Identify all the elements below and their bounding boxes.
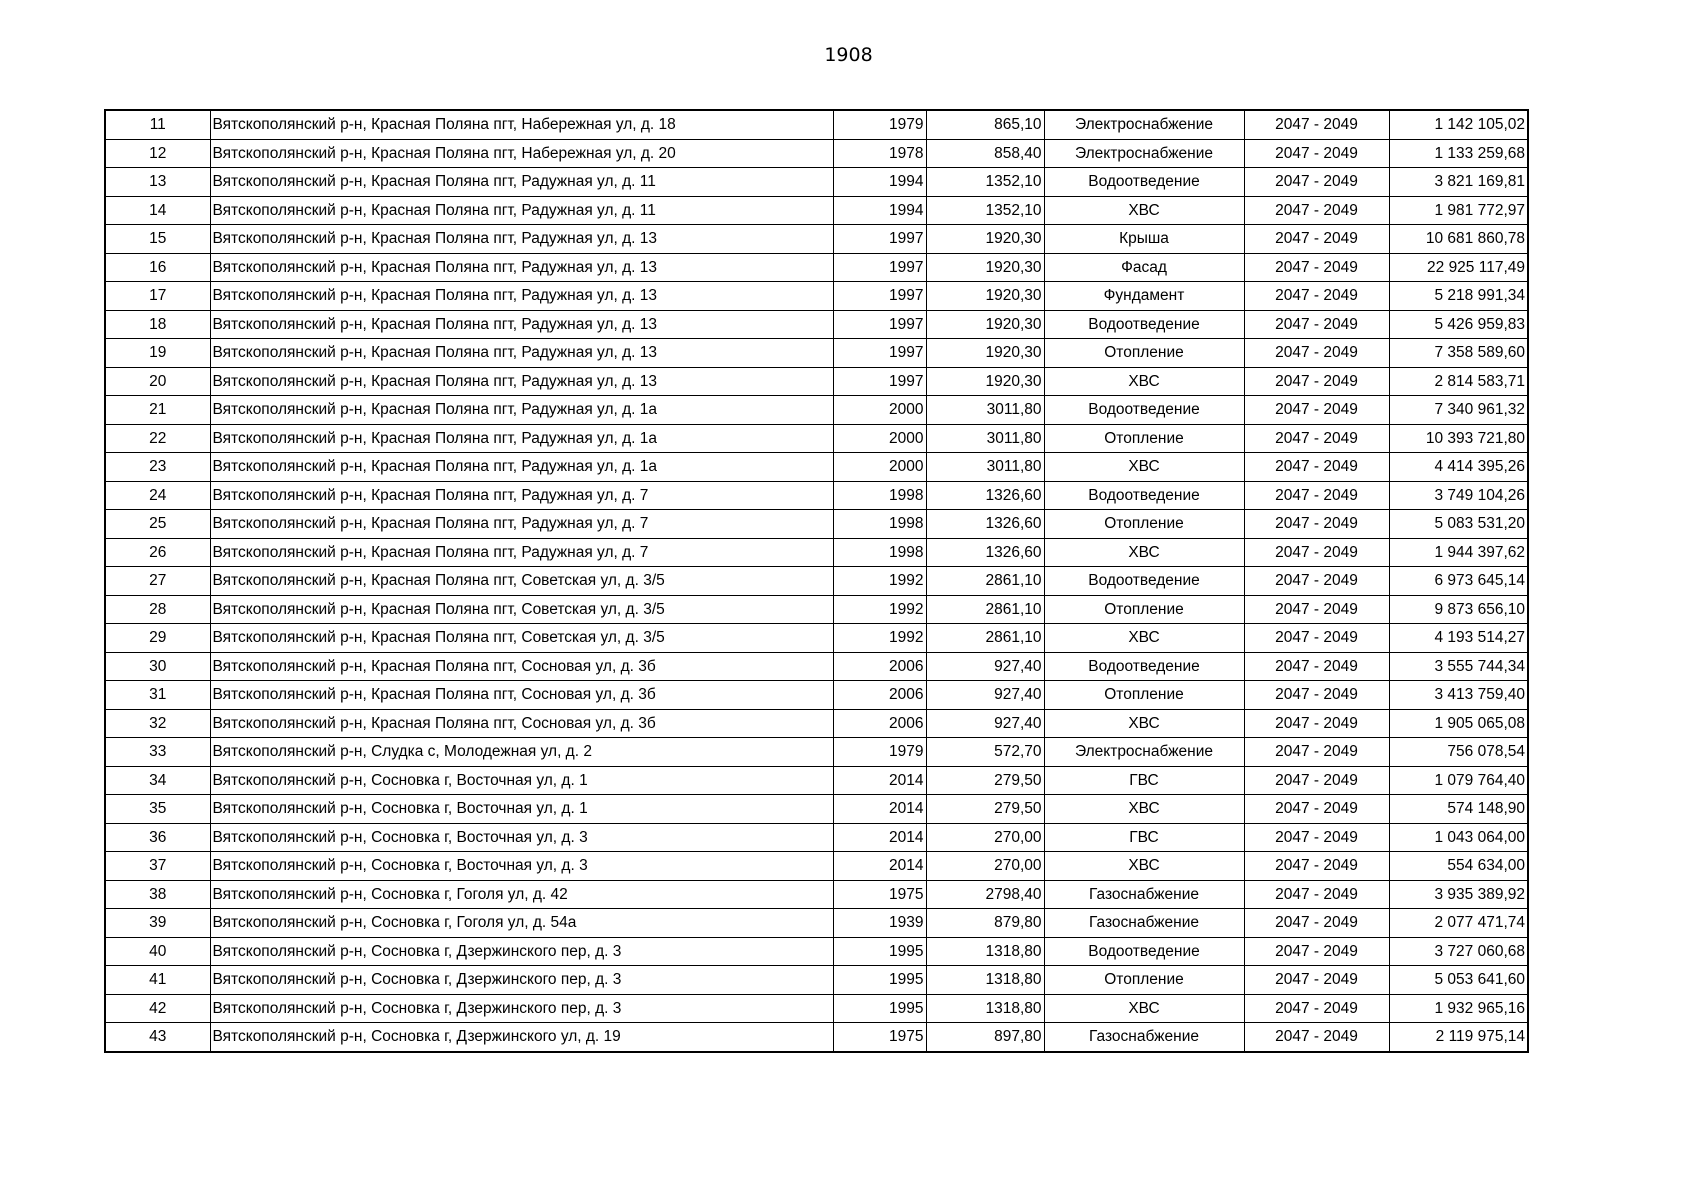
work-type-cell: ХВС bbox=[1044, 795, 1244, 824]
row-number-cell: 38 bbox=[105, 880, 210, 909]
build-year-cell: 1997 bbox=[833, 282, 926, 311]
area-cell: 879,80 bbox=[926, 909, 1044, 938]
address-cell: Вятскополянский р-н, Красная Поляна пгт, Набережная ул, д. 20 bbox=[210, 139, 833, 168]
area-cell: 927,40 bbox=[926, 709, 1044, 738]
period-cell: 2047 - 2049 bbox=[1244, 339, 1389, 368]
address-cell: Вятскополянский р-н, Сосновка г, Восточная ул, д. 3 bbox=[210, 823, 833, 852]
address-cell: Вятскополянский р-н, Красная Поляна пгт, Радужная ул, д. 7 bbox=[210, 481, 833, 510]
work-type-cell: Фасад bbox=[1044, 253, 1244, 282]
row-number-cell: 41 bbox=[105, 966, 210, 995]
build-year-cell: 2006 bbox=[833, 652, 926, 681]
row-number-cell: 39 bbox=[105, 909, 210, 938]
cost-cell: 10 393 721,80 bbox=[1389, 424, 1528, 453]
cost-cell: 3 727 060,68 bbox=[1389, 937, 1528, 966]
build-year-cell: 2000 bbox=[833, 396, 926, 425]
table-row bbox=[105, 766, 1528, 795]
cost-cell: 10 681 860,78 bbox=[1389, 225, 1528, 254]
row-number-cell: 36 bbox=[105, 823, 210, 852]
work-type-cell: ГВС bbox=[1044, 823, 1244, 852]
work-type-cell: ХВС bbox=[1044, 367, 1244, 396]
address-cell: Вятскополянский р-н, Сосновка г, Гоголя ул, д. 42 bbox=[210, 880, 833, 909]
address-cell: Вятскополянский р-н, Красная Поляна пгт, Радужная ул, д. 7 bbox=[210, 510, 833, 539]
area-cell: 1326,60 bbox=[926, 510, 1044, 539]
period-cell: 2047 - 2049 bbox=[1244, 310, 1389, 339]
row-number-cell: 31 bbox=[105, 681, 210, 710]
table-row bbox=[105, 253, 1528, 282]
build-year-cell: 1997 bbox=[833, 225, 926, 254]
period-cell: 2047 - 2049 bbox=[1244, 1023, 1389, 1052]
table-row bbox=[105, 880, 1528, 909]
build-year-cell: 2000 bbox=[833, 453, 926, 482]
table-body bbox=[105, 110, 1528, 1052]
cost-cell: 5 426 959,83 bbox=[1389, 310, 1528, 339]
period-cell: 2047 - 2049 bbox=[1244, 738, 1389, 767]
row-number-cell: 26 bbox=[105, 538, 210, 567]
area-cell: 3011,80 bbox=[926, 424, 1044, 453]
build-year-cell: 2014 bbox=[833, 766, 926, 795]
row-number-cell: 35 bbox=[105, 795, 210, 824]
work-type-cell: Водоотведение bbox=[1044, 168, 1244, 197]
area-cell: 865,10 bbox=[926, 110, 1044, 139]
table-row bbox=[105, 339, 1528, 368]
cost-cell: 5 053 641,60 bbox=[1389, 966, 1528, 995]
cost-cell: 574 148,90 bbox=[1389, 795, 1528, 824]
period-cell: 2047 - 2049 bbox=[1244, 652, 1389, 681]
work-type-cell: ХВС bbox=[1044, 852, 1244, 881]
cost-cell: 4 193 514,27 bbox=[1389, 624, 1528, 653]
build-year-cell: 2006 bbox=[833, 709, 926, 738]
cost-cell: 3 555 744,34 bbox=[1389, 652, 1528, 681]
area-cell: 927,40 bbox=[926, 681, 1044, 710]
cost-cell: 6 973 645,14 bbox=[1389, 567, 1528, 596]
work-type-cell: Отопление bbox=[1044, 681, 1244, 710]
work-type-cell: Водоотведение bbox=[1044, 652, 1244, 681]
row-number-cell: 33 bbox=[105, 738, 210, 767]
area-cell: 2861,10 bbox=[926, 567, 1044, 596]
table-row bbox=[105, 966, 1528, 995]
area-cell: 1318,80 bbox=[926, 966, 1044, 995]
address-cell: Вятскополянский р-н, Красная Поляна пгт, Радужная ул, д. 1а bbox=[210, 424, 833, 453]
build-year-cell: 1939 bbox=[833, 909, 926, 938]
period-cell: 2047 - 2049 bbox=[1244, 481, 1389, 510]
area-cell: 1920,30 bbox=[926, 367, 1044, 396]
table-row bbox=[105, 310, 1528, 339]
table-row bbox=[105, 681, 1528, 710]
address-cell: Вятскополянский р-н, Сосновка г, Дзержинского ул, д. 19 bbox=[210, 1023, 833, 1052]
build-year-cell: 1997 bbox=[833, 339, 926, 368]
table-row bbox=[105, 196, 1528, 225]
table-row bbox=[105, 396, 1528, 425]
build-year-cell: 1992 bbox=[833, 624, 926, 653]
area-cell: 1352,10 bbox=[926, 196, 1044, 225]
area-cell: 1318,80 bbox=[926, 994, 1044, 1023]
row-number-cell: 24 bbox=[105, 481, 210, 510]
row-number-cell: 13 bbox=[105, 168, 210, 197]
cost-cell: 756 078,54 bbox=[1389, 738, 1528, 767]
build-year-cell: 1992 bbox=[833, 595, 926, 624]
period-cell: 2047 - 2049 bbox=[1244, 567, 1389, 596]
build-year-cell: 1979 bbox=[833, 110, 926, 139]
row-number-cell: 42 bbox=[105, 994, 210, 1023]
table-row bbox=[105, 481, 1528, 510]
area-cell: 927,40 bbox=[926, 652, 1044, 681]
cost-cell: 9 873 656,10 bbox=[1389, 595, 1528, 624]
area-cell: 1318,80 bbox=[926, 937, 1044, 966]
row-number-cell: 12 bbox=[105, 139, 210, 168]
address-cell: Вятскополянский р-н, Красная Поляна пгт, Радужная ул, д. 13 bbox=[210, 225, 833, 254]
build-year-cell: 1997 bbox=[833, 367, 926, 396]
build-year-cell: 1998 bbox=[833, 510, 926, 539]
table-row bbox=[105, 567, 1528, 596]
cost-cell: 1 932 965,16 bbox=[1389, 994, 1528, 1023]
table-row bbox=[105, 225, 1528, 254]
cost-cell: 1 905 065,08 bbox=[1389, 709, 1528, 738]
work-type-cell: ХВС bbox=[1044, 709, 1244, 738]
build-year-cell: 2014 bbox=[833, 823, 926, 852]
period-cell: 2047 - 2049 bbox=[1244, 253, 1389, 282]
table-row bbox=[105, 652, 1528, 681]
address-cell: Вятскополянский р-н, Красная Поляна пгт, Радужная ул, д. 13 bbox=[210, 282, 833, 311]
cost-cell: 7 358 589,60 bbox=[1389, 339, 1528, 368]
area-cell: 1326,60 bbox=[926, 538, 1044, 567]
address-cell: Вятскополянский р-н, Сосновка г, Дзержинского пер, д. 3 bbox=[210, 966, 833, 995]
table-row bbox=[105, 738, 1528, 767]
area-cell: 897,80 bbox=[926, 1023, 1044, 1052]
period-cell: 2047 - 2049 bbox=[1244, 424, 1389, 453]
address-cell: Вятскополянский р-н, Красная Поляна пгт, Радужная ул, д. 1а bbox=[210, 396, 833, 425]
area-cell: 2861,10 bbox=[926, 624, 1044, 653]
area-cell: 3011,80 bbox=[926, 396, 1044, 425]
build-year-cell: 1975 bbox=[833, 880, 926, 909]
area-cell: 1326,60 bbox=[926, 481, 1044, 510]
work-type-cell: ХВС bbox=[1044, 453, 1244, 482]
row-number-cell: 40 bbox=[105, 937, 210, 966]
build-year-cell: 1995 bbox=[833, 937, 926, 966]
area-cell: 2861,10 bbox=[926, 595, 1044, 624]
work-type-cell: Отопление bbox=[1044, 510, 1244, 539]
work-type-cell: ХВС bbox=[1044, 196, 1244, 225]
address-cell: Вятскополянский р-н, Красная Поляна пгт, Радужная ул, д. 13 bbox=[210, 367, 833, 396]
work-type-cell: Отопление bbox=[1044, 595, 1244, 624]
area-cell: 1920,30 bbox=[926, 225, 1044, 254]
area-cell: 1920,30 bbox=[926, 282, 1044, 311]
period-cell: 2047 - 2049 bbox=[1244, 937, 1389, 966]
row-number-cell: 27 bbox=[105, 567, 210, 596]
area-cell: 270,00 bbox=[926, 823, 1044, 852]
table-row bbox=[105, 367, 1528, 396]
row-number-cell: 19 bbox=[105, 339, 210, 368]
cost-cell: 5 083 531,20 bbox=[1389, 510, 1528, 539]
work-type-cell: Газоснабжение bbox=[1044, 880, 1244, 909]
cost-cell: 3 749 104,26 bbox=[1389, 481, 1528, 510]
period-cell: 2047 - 2049 bbox=[1244, 909, 1389, 938]
work-type-cell: Электроснабжение bbox=[1044, 110, 1244, 139]
area-cell: 1920,30 bbox=[926, 339, 1044, 368]
row-number-cell: 32 bbox=[105, 709, 210, 738]
build-year-cell: 1995 bbox=[833, 966, 926, 995]
cost-cell: 1 142 105,02 bbox=[1389, 110, 1528, 139]
address-cell: Вятскополянский р-н, Сосновка г, Дзержинского пер, д. 3 bbox=[210, 994, 833, 1023]
table-row bbox=[105, 595, 1528, 624]
cost-cell: 7 340 961,32 bbox=[1389, 396, 1528, 425]
period-cell: 2047 - 2049 bbox=[1244, 453, 1389, 482]
build-year-cell: 1995 bbox=[833, 994, 926, 1023]
address-cell: Вятскополянский р-н, Красная Поляна пгт, Радужная ул, д. 13 bbox=[210, 253, 833, 282]
area-cell: 2798,40 bbox=[926, 880, 1044, 909]
row-number-cell: 14 bbox=[105, 196, 210, 225]
table-row bbox=[105, 510, 1528, 539]
row-number-cell: 16 bbox=[105, 253, 210, 282]
row-number-cell: 28 bbox=[105, 595, 210, 624]
period-cell: 2047 - 2049 bbox=[1244, 139, 1389, 168]
area-cell: 279,50 bbox=[926, 766, 1044, 795]
work-type-cell: Газоснабжение bbox=[1044, 1023, 1244, 1052]
address-cell: Вятскополянский р-н, Сосновка г, Восточная ул, д. 1 bbox=[210, 795, 833, 824]
area-cell: 858,40 bbox=[926, 139, 1044, 168]
cost-cell: 22 925 117,49 bbox=[1389, 253, 1528, 282]
table-row bbox=[105, 937, 1528, 966]
area-cell: 270,00 bbox=[926, 852, 1044, 881]
cost-cell: 1 079 764,40 bbox=[1389, 766, 1528, 795]
work-type-cell: Фундамент bbox=[1044, 282, 1244, 311]
period-cell: 2047 - 2049 bbox=[1244, 367, 1389, 396]
table-row bbox=[105, 709, 1528, 738]
build-year-cell: 1979 bbox=[833, 738, 926, 767]
cost-cell: 2 077 471,74 bbox=[1389, 909, 1528, 938]
period-cell: 2047 - 2049 bbox=[1244, 681, 1389, 710]
row-number-cell: 29 bbox=[105, 624, 210, 653]
address-cell: Вятскополянский р-н, Красная Поляна пгт, Советская ул, д. 3/5 bbox=[210, 595, 833, 624]
table-row bbox=[105, 282, 1528, 311]
address-cell: Вятскополянский р-н, Красная Поляна пгт, Набережная ул, д. 18 bbox=[210, 110, 833, 139]
area-cell: 1920,30 bbox=[926, 253, 1044, 282]
row-number-cell: 43 bbox=[105, 1023, 210, 1052]
cost-cell: 1 043 064,00 bbox=[1389, 823, 1528, 852]
table-row bbox=[105, 453, 1528, 482]
period-cell: 2047 - 2049 bbox=[1244, 595, 1389, 624]
address-cell: Вятскополянский р-н, Красная Поляна пгт, Радужная ул, д. 11 bbox=[210, 196, 833, 225]
address-cell: Вятскополянский р-н, Красная Поляна пгт, Радужная ул, д. 13 bbox=[210, 339, 833, 368]
row-number-cell: 25 bbox=[105, 510, 210, 539]
cost-cell: 1 981 772,97 bbox=[1389, 196, 1528, 225]
work-type-cell: Электроснабжение bbox=[1044, 738, 1244, 767]
address-cell: Вятскополянский р-н, Сосновка г, Дзержинского пер, д. 3 bbox=[210, 937, 833, 966]
work-type-cell: Водоотведение bbox=[1044, 481, 1244, 510]
address-cell: Вятскополянский р-н, Слудка с, Молодежная ул, д. 2 bbox=[210, 738, 833, 767]
work-type-cell: Газоснабжение bbox=[1044, 909, 1244, 938]
address-cell: Вятскополянский р-н, Красная Поляна пгт, Советская ул, д. 3/5 bbox=[210, 624, 833, 653]
row-number-cell: 17 bbox=[105, 282, 210, 311]
build-year-cell: 1998 bbox=[833, 481, 926, 510]
area-cell: 572,70 bbox=[926, 738, 1044, 767]
build-year-cell: 1992 bbox=[833, 567, 926, 596]
period-cell: 2047 - 2049 bbox=[1244, 538, 1389, 567]
period-cell: 2047 - 2049 bbox=[1244, 766, 1389, 795]
row-number-cell: 22 bbox=[105, 424, 210, 453]
period-cell: 2047 - 2049 bbox=[1244, 823, 1389, 852]
build-year-cell: 2000 bbox=[833, 424, 926, 453]
cost-cell: 2 119 975,14 bbox=[1389, 1023, 1528, 1052]
work-type-cell: Отопление bbox=[1044, 339, 1244, 368]
cost-cell: 2 814 583,71 bbox=[1389, 367, 1528, 396]
cost-cell: 4 414 395,26 bbox=[1389, 453, 1528, 482]
build-year-cell: 1994 bbox=[833, 168, 926, 197]
table-row bbox=[105, 795, 1528, 824]
table-row bbox=[105, 538, 1528, 567]
build-year-cell: 1994 bbox=[833, 196, 926, 225]
build-year-cell: 1998 bbox=[833, 538, 926, 567]
period-cell: 2047 - 2049 bbox=[1244, 510, 1389, 539]
row-number-cell: 30 bbox=[105, 652, 210, 681]
address-cell: Вятскополянский р-н, Красная Поляна пгт, Советская ул, д. 3/5 bbox=[210, 567, 833, 596]
table-row bbox=[105, 852, 1528, 881]
row-number-cell: 21 bbox=[105, 396, 210, 425]
work-type-cell: Отопление bbox=[1044, 424, 1244, 453]
address-cell: Вятскополянский р-н, Сосновка г, Гоголя ул, д. 54а bbox=[210, 909, 833, 938]
address-cell: Вятскополянский р-н, Красная Поляна пгт, Радужная ул, д. 13 bbox=[210, 310, 833, 339]
repair-schedule-table bbox=[104, 109, 1529, 1053]
table-row bbox=[105, 168, 1528, 197]
period-cell: 2047 - 2049 bbox=[1244, 282, 1389, 311]
work-type-cell: Крыша bbox=[1044, 225, 1244, 254]
build-year-cell: 2006 bbox=[833, 681, 926, 710]
cost-cell: 3 821 169,81 bbox=[1389, 168, 1528, 197]
period-cell: 2047 - 2049 bbox=[1244, 994, 1389, 1023]
address-cell: Вятскополянский р-н, Красная Поляна пгт, Радужная ул, д. 1а bbox=[210, 453, 833, 482]
cost-cell: 5 218 991,34 bbox=[1389, 282, 1528, 311]
table-row bbox=[105, 624, 1528, 653]
address-cell: Вятскополянский р-н, Сосновка г, Восточная ул, д. 3 bbox=[210, 852, 833, 881]
period-cell: 2047 - 2049 bbox=[1244, 880, 1389, 909]
cost-cell: 1 944 397,62 bbox=[1389, 538, 1528, 567]
work-type-cell: Электроснабжение bbox=[1044, 139, 1244, 168]
address-cell: Вятскополянский р-н, Красная Поляна пгт, Радужная ул, д. 7 bbox=[210, 538, 833, 567]
work-type-cell: Водоотведение bbox=[1044, 310, 1244, 339]
work-type-cell: ГВС bbox=[1044, 766, 1244, 795]
row-number-cell: 15 bbox=[105, 225, 210, 254]
cost-cell: 3 413 759,40 bbox=[1389, 681, 1528, 710]
table-row bbox=[105, 823, 1528, 852]
period-cell: 2047 - 2049 bbox=[1244, 709, 1389, 738]
build-year-cell: 1997 bbox=[833, 310, 926, 339]
address-cell: Вятскополянский р-н, Красная Поляна пгт, Радужная ул, д. 11 bbox=[210, 168, 833, 197]
period-cell: 2047 - 2049 bbox=[1244, 966, 1389, 995]
area-cell: 1352,10 bbox=[926, 168, 1044, 197]
cost-cell: 1 133 259,68 bbox=[1389, 139, 1528, 168]
period-cell: 2047 - 2049 bbox=[1244, 852, 1389, 881]
address-cell: Вятскополянский р-н, Сосновка г, Восточная ул, д. 1 bbox=[210, 766, 833, 795]
build-year-cell: 1997 bbox=[833, 253, 926, 282]
table-row bbox=[105, 994, 1528, 1023]
row-number-cell: 34 bbox=[105, 766, 210, 795]
work-type-cell: Водоотведение bbox=[1044, 937, 1244, 966]
row-number-cell: 37 bbox=[105, 852, 210, 881]
cost-cell: 3 935 389,92 bbox=[1389, 880, 1528, 909]
work-type-cell: ХВС bbox=[1044, 538, 1244, 567]
period-cell: 2047 - 2049 bbox=[1244, 168, 1389, 197]
period-cell: 2047 - 2049 bbox=[1244, 624, 1389, 653]
cost-cell: 554 634,00 bbox=[1389, 852, 1528, 881]
area-cell: 279,50 bbox=[926, 795, 1044, 824]
row-number-cell: 18 bbox=[105, 310, 210, 339]
period-cell: 2047 - 2049 bbox=[1244, 396, 1389, 425]
row-number-cell: 20 bbox=[105, 367, 210, 396]
table-row bbox=[105, 1023, 1528, 1052]
work-type-cell: Водоотведение bbox=[1044, 396, 1244, 425]
build-year-cell: 2014 bbox=[833, 795, 926, 824]
work-type-cell: ХВС bbox=[1044, 994, 1244, 1023]
work-type-cell: Водоотведение bbox=[1044, 567, 1244, 596]
address-cell: Вятскополянский р-н, Красная Поляна пгт, Сосновая ул, д. 3б bbox=[210, 709, 833, 738]
area-cell: 1920,30 bbox=[926, 310, 1044, 339]
page-number: 1908 bbox=[824, 44, 873, 66]
table-row bbox=[105, 110, 1528, 139]
period-cell: 2047 - 2049 bbox=[1244, 110, 1389, 139]
build-year-cell: 2014 bbox=[833, 852, 926, 881]
address-cell: Вятскополянский р-н, Красная Поляна пгт, Сосновая ул, д. 3б bbox=[210, 652, 833, 681]
row-number-cell: 11 bbox=[105, 110, 210, 139]
table-row bbox=[105, 424, 1528, 453]
period-cell: 2047 - 2049 bbox=[1244, 225, 1389, 254]
build-year-cell: 1978 bbox=[833, 139, 926, 168]
build-year-cell: 1975 bbox=[833, 1023, 926, 1052]
area-cell: 3011,80 bbox=[926, 453, 1044, 482]
work-type-cell: Отопление bbox=[1044, 966, 1244, 995]
work-type-cell: ХВС bbox=[1044, 624, 1244, 653]
period-cell: 2047 - 2049 bbox=[1244, 196, 1389, 225]
row-number-cell: 23 bbox=[105, 453, 210, 482]
period-cell: 2047 - 2049 bbox=[1244, 795, 1389, 824]
table-row bbox=[105, 909, 1528, 938]
table-row bbox=[105, 139, 1528, 168]
address-cell: Вятскополянский р-н, Красная Поляна пгт, Сосновая ул, д. 3б bbox=[210, 681, 833, 710]
